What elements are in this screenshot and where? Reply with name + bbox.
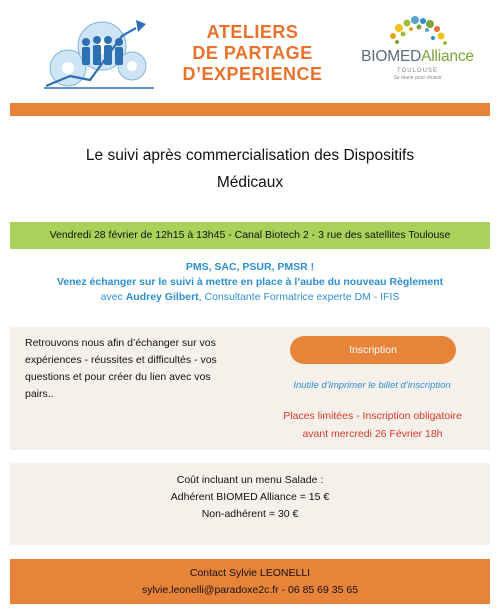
intro-block <box>10 260 490 305</box>
intro-description: Venez échanger sur le suivi à mettre en place à l’aube du nouveau Règlement <box>56 276 444 288</box>
biomed-tagline: Se réunir pour réussir <box>393 75 442 81</box>
invitation-line2: expériences - réussites et difficultés - vos <box>25 354 217 366</box>
limited-seats-line2: avant mercredi 26 Février 18h <box>302 428 443 440</box>
contact-name: Contact Sylvie LEONELLI <box>189 567 311 579</box>
limited-seats-notice <box>260 407 485 443</box>
contact-footer <box>10 559 490 604</box>
intro-speaker-name: Audrey Gilbert <box>125 291 199 303</box>
biomed-name-part1: BIOMED <box>361 48 422 65</box>
contact-text <box>10 565 490 599</box>
page-title-line2: Médicaux <box>216 174 284 191</box>
atelier-heading <box>170 22 335 85</box>
intro-topics: PMS, SAC, PSUR, PMSR ! <box>185 261 315 273</box>
biomed-name <box>355 48 480 66</box>
biomed-dots-graphic <box>355 14 480 48</box>
atelier-heading-line3: D’EXPERIENCE <box>182 64 323 84</box>
biomed-city: TOULOUSE <box>397 68 438 74</box>
atelier-heading-line2: DE PARTAGE <box>192 43 313 63</box>
biomed-name-part2: Alliance <box>421 48 474 65</box>
print-ticket-note: Inutile d’imprimer le billet d’inscription <box>293 380 451 391</box>
event-info-text: Vendredi 28 février de 12h15 à 13h45 - Canal Biotech 2 - 3 rue des satellites Toulouse <box>49 229 451 241</box>
pricing-member: Adhérent BIOMED Alliance = 15 € <box>170 491 330 503</box>
pricing-non-member: Non-adhérent = 30 € <box>201 508 299 520</box>
contact-details[interactable]: sylvie.leonelli@paradoxe2c.fr - 06 85 69 35 65 <box>141 584 359 596</box>
pricing-panel <box>10 463 490 545</box>
pricing-text <box>10 472 490 523</box>
page-title <box>30 142 470 196</box>
page-title-line1: Le suivi après commercialisation des Dispositifs <box>85 147 415 164</box>
invitation-line4: pairs.. <box>25 388 54 400</box>
pricing-line1: Coût incluant un menu Salade : <box>176 474 324 486</box>
inscription-button[interactable]: Inscription <box>290 336 456 364</box>
biomed-alliance-logo <box>355 14 480 94</box>
top-divider-bar <box>10 103 490 116</box>
invitation-text <box>25 335 240 403</box>
intro-speaker-prefix: avec <box>100 291 123 303</box>
registration-panel <box>10 327 490 450</box>
invitation-line3: questions et pour créer du lien avec vos <box>25 371 211 383</box>
invitation-line1: Retrouvons nous afin d’échanger sur vos <box>25 337 216 349</box>
event-info-banner <box>10 222 490 249</box>
intro-speaker-role: , Consultante Formatrice experte DM - IFIS <box>198 291 400 303</box>
limited-seats-line1: Places limitées - Inscription obligatoire <box>283 410 462 422</box>
intro-speaker-line <box>10 290 490 305</box>
atelier-heading-line1: ATELIERS <box>206 22 299 42</box>
header <box>0 0 500 100</box>
atelier-logo <box>40 6 158 94</box>
